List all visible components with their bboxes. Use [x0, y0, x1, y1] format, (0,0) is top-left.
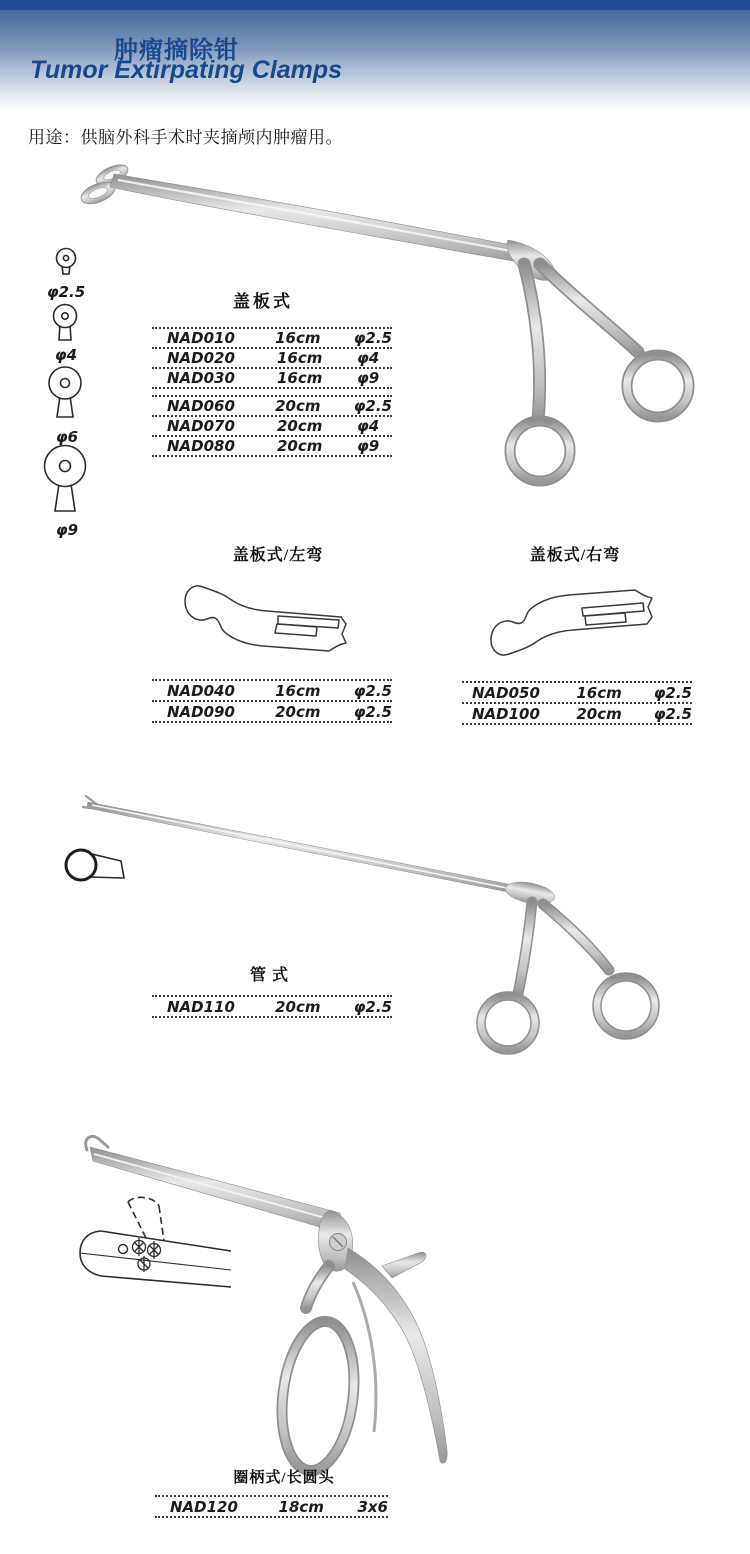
model-cell: NAD020 [167, 349, 235, 367]
left-bend-tip-drawing [182, 580, 357, 660]
model-cell: NAD100 [472, 704, 540, 723]
model-cell: NAD120 [170, 1497, 238, 1516]
spec-cell: φ2.5 [653, 704, 692, 723]
section-title-tube: 管式 [249, 967, 295, 984]
length-cell: 16cm [275, 681, 321, 700]
length-cell: 18cm [278, 1497, 324, 1516]
model-cell: NAD110 [167, 997, 235, 1016]
ring-handle-tip-drawing [55, 1192, 235, 1297]
spec-cell: φ2.5 [353, 681, 392, 700]
model-cell: NAD040 [167, 681, 235, 700]
table-row [152, 437, 392, 457]
length-cell: 20cm [275, 997, 321, 1016]
model-cell: NAD090 [167, 702, 235, 721]
spec-cell: 3x6 [357, 1497, 388, 1516]
tip-size-label: φ4 [54, 346, 78, 364]
length-cell: 20cm [277, 417, 323, 435]
section-title-left-bend: 盖板式/左弯 [232, 547, 324, 564]
ring-handle-rongeur-photo [50, 1120, 470, 1480]
table-row [152, 349, 392, 369]
table-row [462, 681, 692, 704]
length-cell: 16cm [277, 369, 323, 387]
model-cell: NAD030 [167, 369, 235, 387]
page-title-chinese: 肿瘤摘除钳 [114, 37, 239, 64]
length-cell: 20cm [277, 437, 323, 455]
header-navy-bar [0, 0, 750, 10]
ring-handle-table [155, 1495, 388, 1518]
tube-table [152, 995, 392, 1018]
table-row [155, 1495, 388, 1518]
tip-size-label: φ9 [55, 521, 79, 539]
right-bend-tip-drawing [488, 577, 663, 662]
table-row [152, 327, 392, 349]
table-row [152, 369, 392, 389]
table-row [152, 995, 392, 1018]
spec-cell: φ2.5 [353, 329, 392, 347]
section-title-coverplate: 盖板式 [233, 292, 293, 311]
spec-cell: φ2.5 [353, 397, 392, 415]
spec-cell: φ2.5 [353, 702, 392, 721]
left-bend-table [152, 679, 392, 723]
length-cell: 16cm [576, 683, 622, 702]
coverplate-table-16cm [152, 327, 392, 389]
coverplate-table-20cm [152, 395, 392, 457]
table-row [152, 702, 392, 723]
section-title-ring-handle: 圈柄式/长圆头 [233, 1470, 335, 1486]
length-cell: 16cm [275, 329, 321, 347]
length-cell: 20cm [275, 702, 321, 721]
table-row [152, 417, 392, 437]
tube-tip-drawing [58, 843, 133, 893]
tip-size-label: φ6 [55, 428, 79, 446]
page-title-english: Tumor Extirpating Clamps [30, 56, 343, 84]
length-cell: 16cm [277, 349, 323, 367]
right-bend-table [462, 681, 692, 725]
length-cell: 20cm [275, 397, 321, 415]
model-cell: NAD080 [167, 437, 235, 455]
table-row [152, 679, 392, 702]
tube-forceps-photo [40, 780, 680, 1080]
table-row [462, 704, 692, 725]
tip-size-label: φ2.5 [46, 283, 86, 301]
length-cell: 20cm [576, 704, 622, 723]
spec-cell: φ9 [357, 369, 380, 387]
usage-note: 用途：供脑外科手术时夹摘颅内肿瘤用。 [28, 128, 343, 147]
model-cell: NAD070 [167, 417, 235, 435]
spec-cell: φ2.5 [353, 997, 392, 1016]
model-cell: NAD050 [472, 683, 540, 702]
table-row [152, 395, 392, 417]
model-cell: NAD010 [167, 329, 235, 347]
spec-cell: φ9 [357, 437, 380, 455]
spec-cell: φ4 [357, 349, 380, 367]
model-cell: NAD060 [167, 397, 235, 415]
section-title-right-bend: 盖板式/右弯 [529, 547, 621, 564]
spec-cell: φ2.5 [653, 683, 692, 702]
spec-cell: φ4 [357, 417, 380, 435]
